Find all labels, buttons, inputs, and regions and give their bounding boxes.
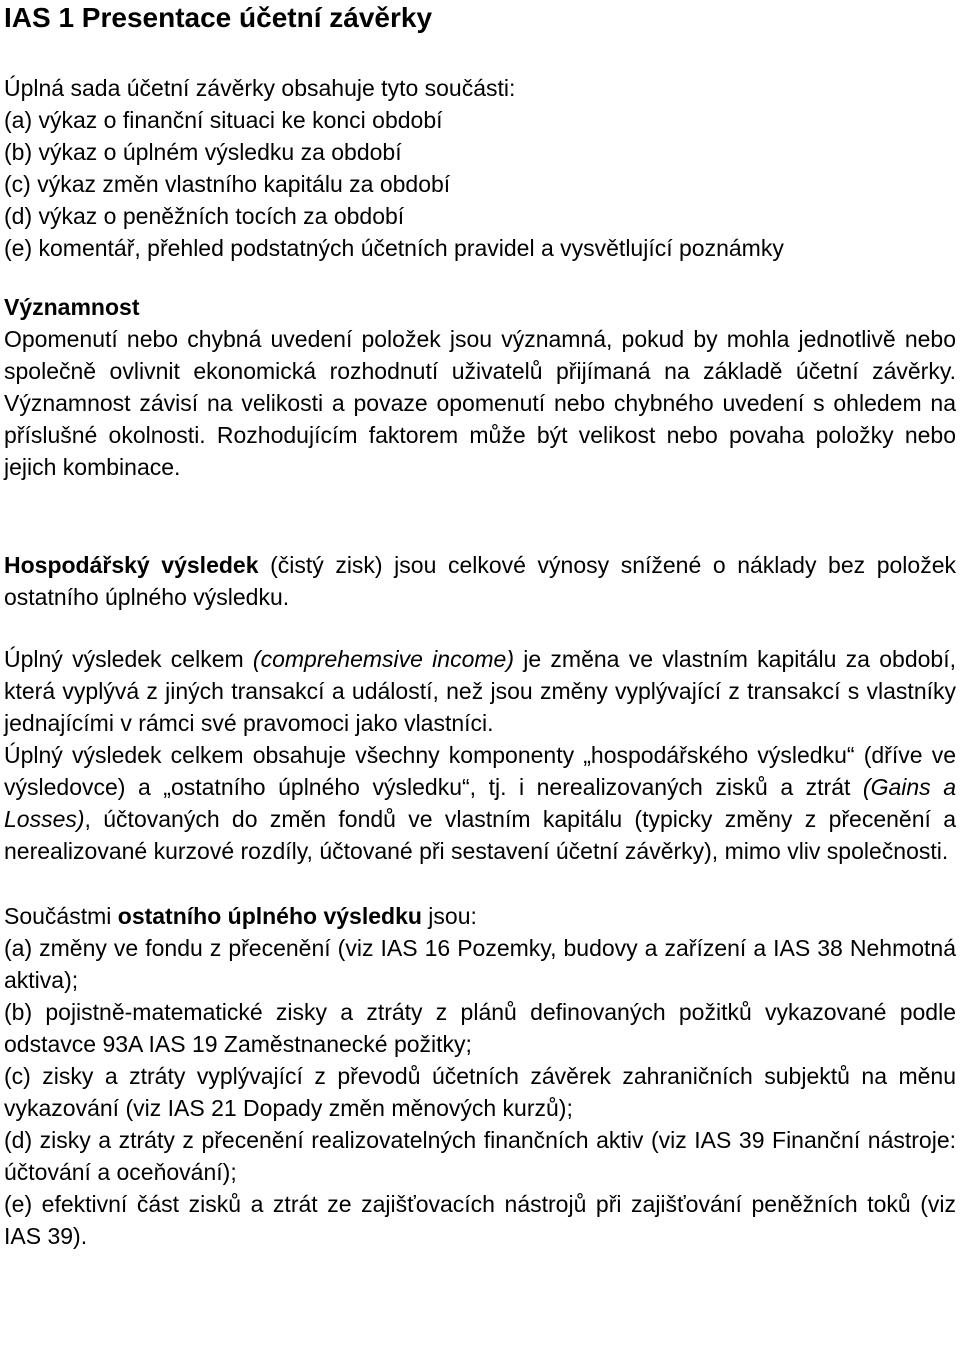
comprehensive-paragraph-1 [4,643,956,739]
document-page [4,0,956,1252]
profit-paragraph [4,549,956,613]
comprehensive-lead: Úplný výsledek celkem [4,646,253,672]
oci-lead: Součástmi [4,903,118,929]
gains-losses-term: (Gains a Losses) [4,774,956,832]
list-item: (e) efektivní část zisků a ztrát ze zajišťovacích nástrojů při zajišťování peněžních toků (viz IAS 39). [4,1191,956,1249]
oci-term: ostatního úplného výsledku [117,903,422,929]
list-item: (e) komentář, přehled podstatných účetních pravidel a vysvětlující poznámky [4,235,784,261]
list-item: (c) výkaz změn vlastního kapitálu za období [4,171,451,197]
comprehensive-text-b: , účtovaných do změn fondů ve vlastním kapitálu (typicky změny z přecenění a nerealizované kurzové rozdíly, účtované při sestavení účetní závěrky), mimo vliv společnosti. [4,806,956,864]
profit-term: Hospodářský výsledek [4,552,259,578]
materiality-heading: Významnost [4,294,140,320]
oci-tail: jsou: [421,903,477,929]
list-item: (b) pojistně-matematické zisky a ztráty z plánů definovaných požitků vykazované podle odstavce 93A IAS 19 Zaměstnanecké požitky; [4,999,956,1057]
profit-text: (čistý zisk) jsou celkové výnosy snížené o náklady bez položek ostatního úplného výsledku. [4,552,957,610]
list-item: (d) výkaz o peněžních tocích za období [4,203,405,229]
list-item: (a) výkaz o finanční situaci ke konci období [4,107,443,133]
list-item: (c) zisky a ztráty vyplývající z převodů účetních závěrek zahraničních subjektů na měnu vykazování (viz IAS 21 Dopady změn měnových kurzů); [4,1063,956,1121]
components-intro: Úplná sada účetní závěrky obsahuje tyto součásti: [4,75,516,101]
list-item: (d) zisky a ztráty z přecenění realizovatelných finančních aktiv (viz IAS 39 Finanční nástroje: účtování a oceňování); [4,1127,956,1185]
page-title: IAS 1 Presentace účetní závěrky [4,2,433,33]
oci-heading-line [4,900,956,932]
components-section [4,72,956,264]
comprehensive-text: je změna ve vlastním kapitálu za období, která vyplývá z jiných transakcí a událostí, než jsou změny vyplývající z transakcí s vlastníky jednajícími v rámci své pravomoci jako vlastníci. [4,646,956,736]
comprehensive-term: (comprehemsive income) [252,646,514,672]
materiality-paragraph: Opomenutí nebo chybná uvedení položek jsou významná, pokud by mohla jednotlivě nebo společně ovlivnit ekonomická rozhodnutí uživatelů přijímaná na základě účetní závěrky. Významnost závisí na velikosti a povaze opomenutí nebo chybného uvedení s ohledem na příslušné okolnosti. Rozhodujícím faktorem může být velikost nebo povaha položky nebo jejich kombinace. [4,326,956,480]
comprehensive-paragraph-2 [4,739,956,867]
list-item: (b) výkaz o úplném výsledku za období [4,139,402,165]
list-item: (a) změny ve fondu z přecenění (viz IAS 16 Pozemky, budovy a zařízení a IAS 38 Nehmotná aktiva); [4,935,956,993]
comprehensive-text-a: Úplný výsledek celkem obsahuje všechny komponenty „hospodářského výsledku“ (dříve ve výsledovce) a „ostatního úplného výsledku“, tj. i nerealizovaných zisků a ztrát [4,742,956,800]
